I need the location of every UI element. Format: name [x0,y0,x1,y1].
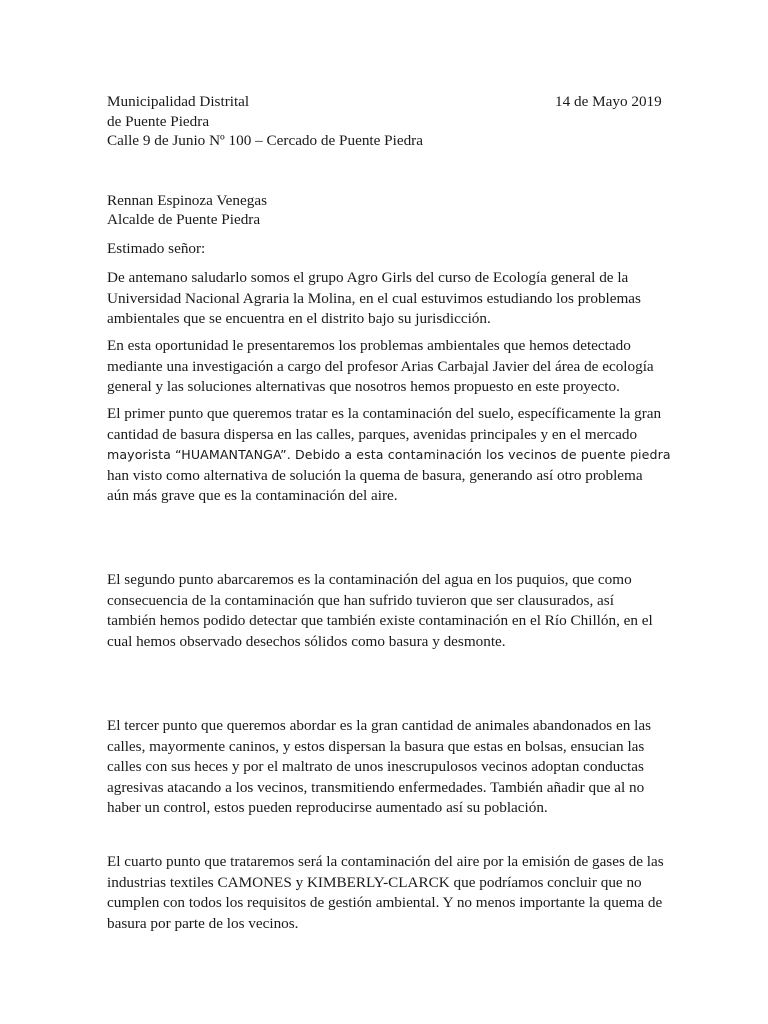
paragraph-intro [107,268,667,330]
sender-line-3: Calle 9 de Junio Nº 100 – Cercado de Puente Piedra [107,132,423,149]
paragraph-abandoned-animals [107,716,667,819]
paragraph-line: cantidad de basura dispersa en las calles, parques, avenidas principales y en el mercado [107,425,638,443]
paragraph-line: El segundo punto abarcaremos es la contaminación del agua en los puquios, que como [107,571,632,588]
recipient-name: Rennan Espinoza Venegas [107,192,267,209]
paragraph-line: han visto como alternativa de solución la quema de basura, generando así otro problema [107,466,643,484]
paragraph-line: general y las soluciones alternativas que nosotros hemos propuesto en este proyecto. [107,378,620,396]
paragraph-line: De antemano saludarlo somos el grupo Agro Girls del curso de Ecología general de la [107,269,629,286]
paragraph-air-contamination [107,852,667,934]
paragraph-soil-contamination [107,404,671,507]
letter-date: 14 de Mayo 2019 [555,93,662,110]
paragraph-line: Universidad Nacional Agraria la Molina, en el cual estuvimos estudiando los problemas [107,289,641,307]
paragraph-line: El tercer punto que queremos abordar es la gran cantidad de animales abandonados en las [107,717,652,734]
paragraph-line: también hemos podido detectar que también existe contaminación en el Río Chillón, en el [107,612,653,630]
paragraph-line: basura por parte de los vecinos. [107,914,299,932]
paragraph-presentation [107,336,667,398]
paragraph-line: cumplen con todos los requisitos de gestión ambiental. Y no menos importante la quema de [107,894,663,912]
recipient-title: Alcalde de Puente Piedra [107,211,261,228]
paragraph-line: cual hemos observado desechos sólidos como basura y desmonte. [107,632,506,650]
paragraph-water-contamination [107,570,667,652]
paragraph-line: calles, mayormente caninos, y estos dispersan la basura que estas en bolsas, ensucian las [107,737,645,755]
paragraph-line: aún más grave que es la contaminación del aire. [107,487,398,505]
sender-line-2: de Puente Piedra [107,113,210,130]
paragraph-line: agresivas atacando a los vecinos, transmitiendo enfermedades. También añadir que al no [107,778,645,796]
paragraph-line: El cuarto punto que trataremos será la contaminación del aire por la emisión de gases de las [107,853,664,870]
paragraph-line: calles con sus heces y por el maltrato de unos inescrupulosos vecinos adoptan conductas [107,758,644,776]
paragraph-line: mayorista “HUAMANTANGA”. Debido a esta contaminación los vecinos de puente piedra [107,447,671,463]
paragraph-line: En esta oportunidad le presentaremos los problemas ambientales que hemos detectado [107,337,631,354]
paragraph-line: El primer punto que queremos tratar es la contaminación del suelo, específicamente la gran [107,405,662,422]
paragraph-line: haber un control, estos pueden reproducirse aumentado así su población. [107,799,548,817]
paragraph-line: consecuencia de la contaminación que han sufrido tuvieron que ser clausurados, así [107,591,614,609]
paragraph-line: mediante una investigación a cargo del profesor Arias Carbajal Javier del área de ecología [107,357,654,375]
sender-line-1: Municipalidad Distrital [107,93,250,110]
salutation: Estimado señor: [107,240,206,257]
paragraph-line: ambientales que se encuentra en el distrito bajo su jurisdicción. [107,310,491,328]
paragraph-line: industrias textiles CAMONES y KIMBERLY-CLARCK que podríamos concluir que no [107,873,642,891]
